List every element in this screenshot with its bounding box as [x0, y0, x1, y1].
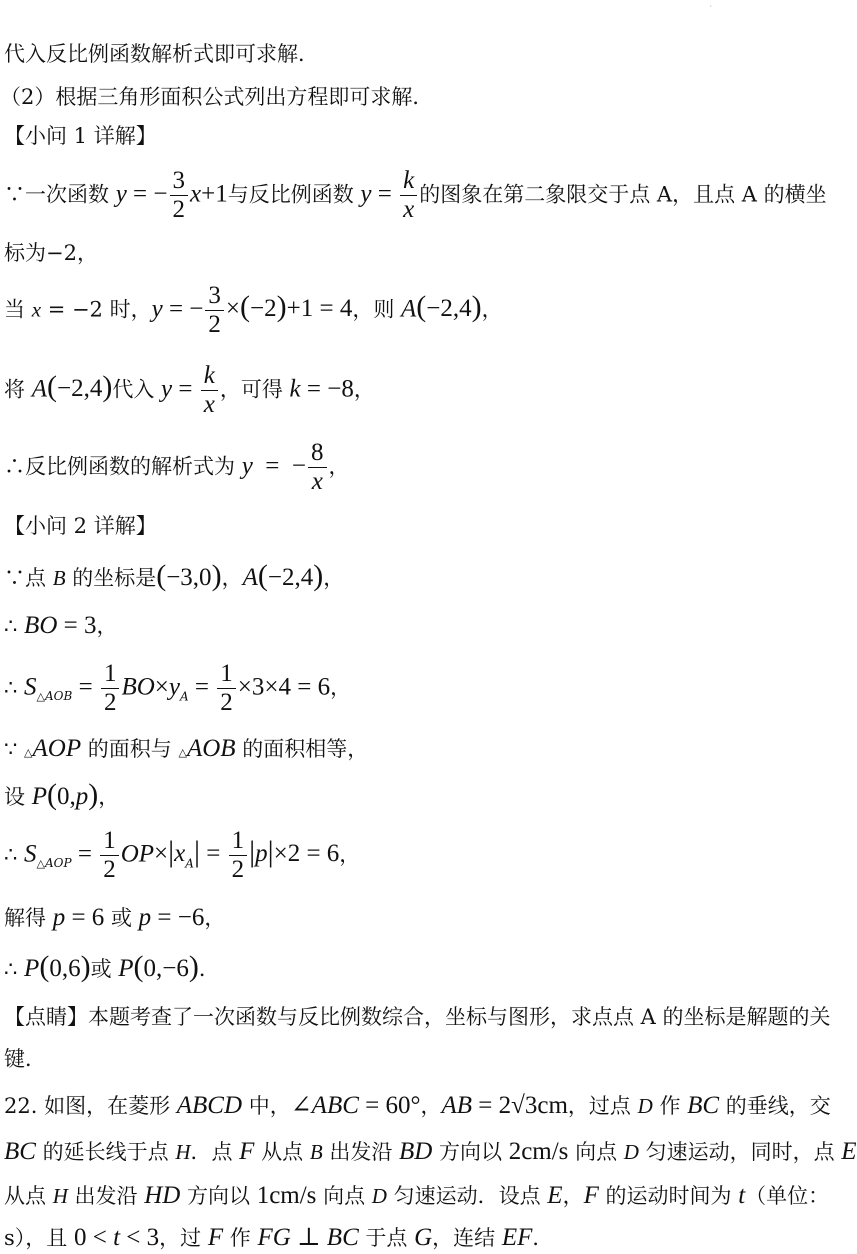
text-line: ∴ BO = 3， — [4, 612, 118, 639]
text-line: ∴反比例函数的解析式为 y = − $\frac{8}{x}$ ， — [4, 439, 350, 496]
text-line: 解得 p = 6 或 p = −6， — [4, 904, 226, 931]
text-line: 当 x = −2 时，y = − $\frac{3}{2}$ ×(−2)+1 = 4，则 A(−2,4)， — [4, 282, 503, 339]
text-line: ∵一次函数 y = − $\frac{3}{2}$ x+1与反比例函数 y = $\frac{k}{x}$ 的图象在第二象限交于点 A，且点 A 的横坐 — [4, 167, 827, 224]
text-line: 代入反比例函数解析式即可求解． — [4, 42, 319, 66]
text-line: ∴ P(0,6)或 P(0,−6)． — [4, 950, 220, 983]
section-heading: 【小问 1 详解】 — [4, 124, 157, 148]
text-line: 将 A(−2,4)代入 y = $\frac{k}{x}$ ，可得 k = −8， — [4, 362, 375, 419]
problem-line: s），且 0 < t < 3，过 F 作 FG ⊥ BC 于点 G，连结 EF． — [4, 1224, 554, 1251]
text-line: 键． — [4, 1047, 46, 1071]
problem-line: 从点 H 出发沿 HD 方向以 1cm/s 向点 D 匀速运动．设点 E，F 的运动时间为 t（单位： — [4, 1182, 830, 1209]
text-line: 设 P(0,p)， — [4, 778, 120, 811]
section-heading: 【小问 2 详解】 — [4, 514, 157, 538]
text-line: （2）根据三角形面积公式列出方程即可求解． — [0, 85, 434, 109]
text-line: 【点睛】本题考查了一次函数与反比例数综合，坐标与图形，求点点 A 的坐标是解题的关 — [4, 1005, 831, 1029]
problem-line: 22. 如图，在菱形 ABCD 中，∠ABC = 60°，AB = 2√3cm，过点 D 作 BC 的垂线，交 — [4, 1092, 831, 1119]
text-line: ∵点 B 的坐标是(−3,0)，A(−2,4)， — [4, 559, 345, 592]
text-line: ∵ △AOP 的面积与 △AOB 的面积相等， — [4, 735, 369, 762]
text-line: 标为−2， — [4, 241, 98, 265]
scan-speck: · — [709, 2, 712, 11]
problem-line: BC 的延长线于点 H．点 F 从点 B 出发沿 BD 方向以 2cm/s 向点 D 匀速运动，同时，点 E — [4, 1138, 857, 1165]
text-line: ∴ $S_{\triangle AOB}$ = $\frac{1}{2}$ $BO\times y_A$ = $\frac{1}{2}$ ×3×4 = 6， — [4, 660, 352, 717]
text-line: ∴ $S_{\triangle AOP}$ = $\frac{1}{2}$ $OP\times|x_A|$ = $\frac{1}{2}$ |p|×2 = 6， — [4, 827, 361, 884]
